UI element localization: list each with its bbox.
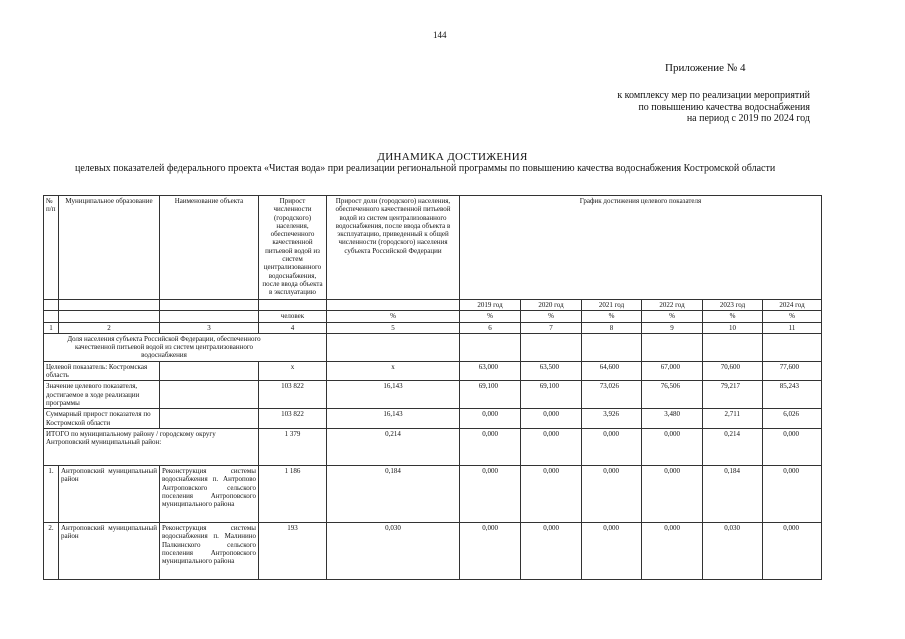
year-value: 0,000 (582, 466, 642, 523)
empty-cell (44, 311, 59, 322)
year-value: 0,000 (763, 429, 822, 466)
year-value: 6,026 (763, 409, 822, 429)
growth-share: 0,184 (327, 466, 460, 523)
header-schedule: График достижения целевого показателя (460, 196, 822, 300)
year-header: 2021 год (582, 300, 642, 311)
object-name: Реконструкция системы водоснабжения п. Антропово Антроповского сельского поселения Антроповского муниципального района (160, 466, 259, 523)
annex-subtitle-line: по повышению качества водоснабжения (638, 101, 810, 113)
column-number: 9 (642, 322, 703, 333)
year-value: 0,000 (582, 523, 642, 580)
year-value: 0,214 (703, 429, 763, 466)
year-value: 0,000 (521, 523, 582, 580)
year-value: 73,026 (582, 381, 642, 409)
year-value: 63,000 (460, 361, 521, 381)
annex-subtitle-line: к комплексу мер по реализации мероприятий (617, 90, 810, 101)
year-value: 0,000 (642, 466, 703, 523)
column-number: 4 (259, 322, 327, 333)
year-value: 67,000 (642, 361, 703, 381)
year-value: 69,100 (460, 381, 521, 409)
page-number: 144 (433, 30, 447, 40)
empty-cell (327, 333, 460, 361)
year-value: 85,243 (763, 381, 822, 409)
object-name: Реконструкция системы водоснабжения п. Малинино Палкинского сельского поселения Антроповского муниципального района (160, 523, 259, 580)
header-growth-share: Прирост доли (городского) населения, обеспеченного качественной питьевой водой из систем централизованного водоснабжения, после ввода объекта в эксплуатацию, приведенный к общей численности (городского) населения субъекта Российской Федерации (327, 196, 460, 300)
unit-percent: % (703, 311, 763, 322)
empty-cell (763, 333, 822, 361)
indicator-label: Суммарный прирост показателя по Костромской области (44, 409, 160, 429)
year-value: 0,000 (521, 466, 582, 523)
empty-cell (642, 333, 703, 361)
unit-percent: % (460, 311, 521, 322)
growth-people: 193 (259, 523, 327, 580)
header-num: № п/п (44, 196, 59, 300)
total-label: ИТОГО по муниципальному району / городскому округу Антроповский муниципальный район: (44, 429, 259, 466)
year-value: 0,000 (763, 466, 822, 523)
header-growth-population: Прирост численности (городского) населения, обеспеченного качественной питьевой водой из систем централизованного водоснабжения, после ввода объекта в эксплуатацию (259, 196, 327, 300)
empty-cell (703, 333, 763, 361)
year-value: 0,184 (703, 466, 763, 523)
empty-cell (160, 361, 259, 381)
annex-subtitle-line: на период с 2019 по 2024 год (686, 113, 810, 124)
growth-share: 0,030 (327, 523, 460, 580)
column-number: 1 (44, 322, 59, 333)
annex-title: Приложение № 4 (665, 62, 746, 74)
year-value: 69,100 (521, 381, 582, 409)
unit-percent: % (763, 311, 822, 322)
year-value: 0,030 (703, 523, 763, 580)
unit-people: человек (259, 311, 327, 322)
year-value: 0,000 (763, 523, 822, 580)
annex-subtitle (560, 90, 810, 125)
year-value: 3,480 (642, 409, 703, 429)
unit-percent: % (521, 311, 582, 322)
column-number: 10 (703, 322, 763, 333)
empty-cell (59, 311, 160, 322)
empty-cell (460, 333, 521, 361)
unit-percent: % (327, 311, 460, 322)
growth-people: 1 379 (259, 429, 327, 466)
year-value: 0,000 (582, 429, 642, 466)
year-header: 2022 год (642, 300, 703, 311)
year-value: 0,000 (460, 409, 521, 429)
year-value: 79,217 (703, 381, 763, 409)
growth-share: 16,143 (327, 409, 460, 429)
indicator-label: Целевой показатель: Костромская область (44, 361, 160, 381)
year-value: 3,926 (582, 409, 642, 429)
section-label: Доля населения субъекта Российской Федерации, обеспеченного качественной питьевой водой из систем централизованного водоснабжения (44, 333, 327, 361)
year-value: 0,000 (460, 523, 521, 580)
unit-percent: % (582, 311, 642, 322)
column-number: 11 (763, 322, 822, 333)
document-title: ДИНАМИКА ДОСТИЖЕНИЯ (377, 151, 528, 163)
growth-people: х (259, 361, 327, 381)
year-value: 0,000 (642, 429, 703, 466)
header-object: Наименование объекта (160, 196, 259, 300)
year-value: 76,506 (642, 381, 703, 409)
year-header: 2023 год (703, 300, 763, 311)
growth-share: 0,214 (327, 429, 460, 466)
year-value: 0,000 (642, 523, 703, 580)
column-number: 2 (59, 322, 160, 333)
year-header: 2019 год (460, 300, 521, 311)
column-number: 7 (521, 322, 582, 333)
growth-share: х (327, 361, 460, 381)
municipality: Антроповский муниципальный район (59, 523, 160, 580)
year-value: 63,500 (521, 361, 582, 381)
column-number: 8 (582, 322, 642, 333)
growth-people: 1 186 (259, 466, 327, 523)
growth-people: 103 822 (259, 409, 327, 429)
empty-cell (521, 333, 582, 361)
municipality: Антроповский муниципальный район (59, 466, 160, 523)
year-value: 2,711 (703, 409, 763, 429)
column-number: 3 (160, 322, 259, 333)
year-value: 0,000 (460, 429, 521, 466)
year-header: 2024 год (763, 300, 822, 311)
empty-cell (160, 409, 259, 429)
empty-cell (259, 300, 327, 311)
empty-cell (160, 381, 259, 409)
row-number: 2. (44, 523, 59, 580)
header-municipality: Муниципальное образование (59, 196, 160, 300)
year-value: 0,000 (521, 409, 582, 429)
column-number: 5 (327, 322, 460, 333)
column-number: 6 (460, 322, 521, 333)
year-value: 77,600 (763, 361, 822, 381)
unit-percent: % (642, 311, 703, 322)
year-value: 70,600 (703, 361, 763, 381)
empty-cell (160, 311, 259, 322)
year-header: 2020 год (521, 300, 582, 311)
empty-cell (160, 300, 259, 311)
year-value: 64,600 (582, 361, 642, 381)
empty-cell (582, 333, 642, 361)
growth-share: 16,143 (327, 381, 460, 409)
empty-cell (59, 300, 160, 311)
row-number: 1. (44, 466, 59, 523)
empty-cell (327, 300, 460, 311)
document-subtitle: целевых показателей федерального проекта «Чистая вода» при реализации региональной программы по повышению качества водоснабжения Костромской области (75, 163, 776, 174)
indicator-label: Значение целевого показателя, достигаемое в ходе реализации программы (44, 381, 160, 409)
empty-cell (44, 300, 59, 311)
year-value: 0,000 (460, 466, 521, 523)
year-value: 0,000 (521, 429, 582, 466)
growth-people: 103 822 (259, 381, 327, 409)
indicator-table (43, 195, 822, 580)
